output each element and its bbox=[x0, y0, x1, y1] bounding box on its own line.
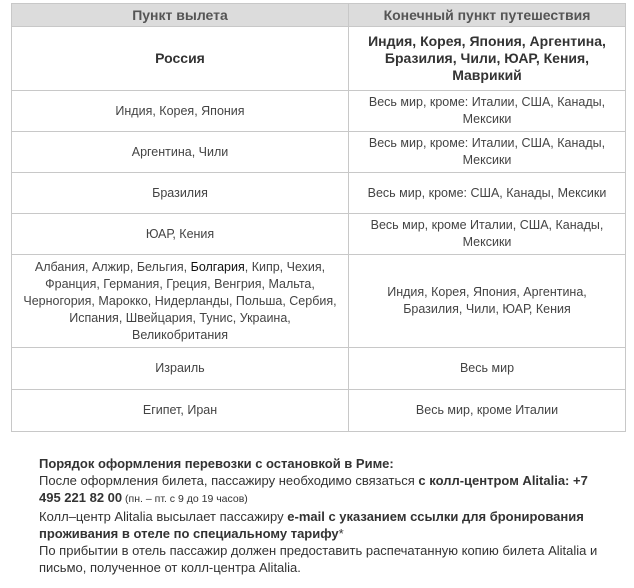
destination-cell: Весь мир, кроме Италии, США, Канады, Мексики bbox=[349, 214, 626, 255]
departure-text: , Кипр, Чехия, Франция, Германия, Греция, Венгрия, Мальта, Черногория, Марокко, Нидерланды, Польша, Сербия, Испания, Швейцария, Тунис, Украина, Великобритания bbox=[23, 259, 337, 342]
departure-cell: Израиль bbox=[12, 348, 349, 390]
highlighted-country: Болгария bbox=[190, 259, 245, 274]
footnote-mark: * bbox=[338, 526, 344, 541]
table-row bbox=[12, 173, 626, 214]
table-row bbox=[12, 214, 626, 255]
table-row bbox=[12, 132, 626, 173]
notes-title: Порядок оформления перевозки с остановкой в Риме: bbox=[39, 456, 394, 471]
destination-cell: Весь мир, кроме: Италии, США, Канады, Мексики bbox=[349, 91, 626, 132]
notes-paragraph-2 bbox=[39, 508, 599, 542]
departure-cell: Индия, Корея, Япония bbox=[12, 91, 349, 132]
table-header-row bbox=[12, 4, 626, 27]
destination-cell: Весь мир, кроме Италии bbox=[349, 390, 626, 432]
notes-text: Колл–центр Alitalia высылает пассажиру bbox=[39, 509, 288, 524]
header-departure: Пункт вылета bbox=[12, 4, 349, 27]
departure-cell bbox=[12, 255, 349, 348]
call-center-phone: с колл-центром Alitalia: +7 495 221 82 00 bbox=[39, 473, 588, 505]
departure-text: Албания, Алжир, Бельгия, bbox=[34, 259, 191, 274]
departure-cell: ЮАР, Кения bbox=[12, 214, 349, 255]
notes-text: После оформления билета, пассажиру необходимо связаться bbox=[39, 473, 419, 488]
notes-paragraph-3: По прибытии в отель пассажир должен предоставить распечатанную копию билета Alitalia и письмо, полученное от колл-центра Alitalia. bbox=[39, 543, 598, 575]
destination-cell: Индия, Корея, Япония, Аргентина, Бразилия, Чили, ЮАР, Кения bbox=[349, 255, 626, 348]
destination-cell: Индия, Корея, Япония, Аргентина, Бразилия, Чили, ЮАР, Кения, Маврикий bbox=[349, 27, 626, 91]
destination-cell: Весь мир bbox=[349, 348, 626, 390]
table-row bbox=[12, 255, 626, 348]
departure-cell: Аргентина, Чили bbox=[12, 132, 349, 173]
header-destination: Конечный пункт путешествия bbox=[349, 4, 626, 27]
departure-cell: Россия bbox=[12, 27, 349, 91]
table-row bbox=[12, 27, 626, 91]
departure-cell: Египет, Иран bbox=[12, 390, 349, 432]
email-notice: e-mail с указанием ссылки для бронирования проживания в отеле по специальному тарифу bbox=[39, 509, 584, 541]
notes-section bbox=[39, 455, 599, 576]
table-row bbox=[12, 390, 626, 432]
destination-cell: Весь мир, кроме: США, Канады, Мексики bbox=[349, 173, 626, 214]
table-row bbox=[12, 91, 626, 132]
destination-cell: Весь мир, кроме: Италии, США, Канады, Мексики bbox=[349, 132, 626, 173]
notes-paragraph-1 bbox=[39, 472, 599, 508]
routes-table bbox=[11, 3, 626, 432]
table-row bbox=[12, 348, 626, 390]
departure-cell: Бразилия bbox=[12, 173, 349, 214]
call-center-hours: (пн. – пт. с 9 до 19 часов) bbox=[122, 493, 248, 505]
